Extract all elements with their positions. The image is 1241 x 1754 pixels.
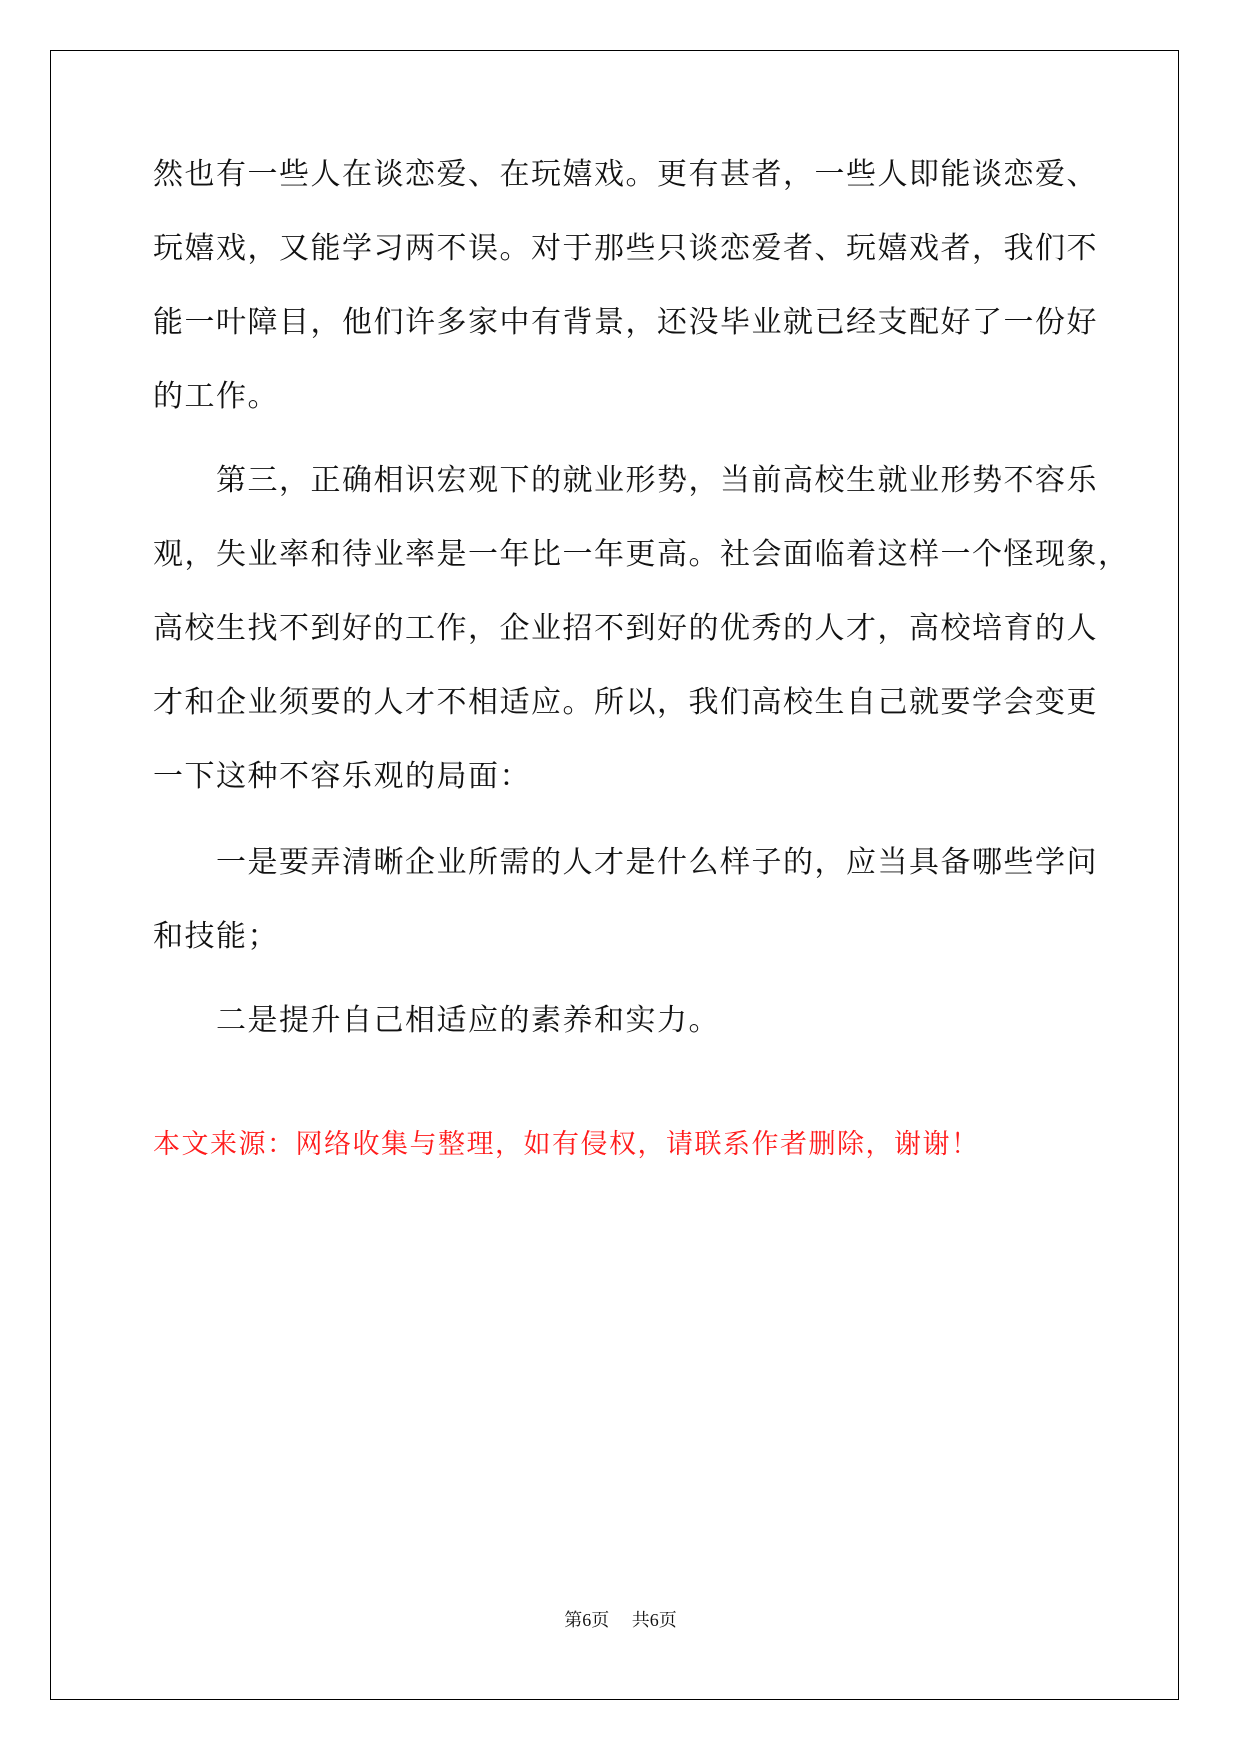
body-line-7: 高校生找不到好的工作，企业招不到好的优秀的人才，高校培育的人 <box>153 611 1098 646</box>
paragraph-start-one: 一是要弄清晰企业所需的人才是什么样子的，应当具备哪些学问 <box>216 845 1098 880</box>
paragraph-start-third: 第三，正确相识宏观下的就业形势，当前高校生就业形势不容乐 <box>216 463 1098 498</box>
body-line-6: 观，失业率和待业率是一年比一年更高。社会面临着这样一个怪现象， <box>153 537 1130 572</box>
body-line-11: 和技能； <box>153 919 279 954</box>
page-number-total: 共6页 <box>631 1610 677 1630</box>
page-number-current: 第6页 <box>564 1610 610 1630</box>
body-line-4: 的工作。 <box>153 379 279 414</box>
body-line-8: 才和企业须要的人才不相适应。所以，我们高校生自己就要学会变更 <box>153 685 1098 720</box>
body-line-1: 然也有一些人在谈恋爱、在玩嬉戏。更有甚者，一些人即能谈恋爱、 <box>153 157 1098 192</box>
body-line-2: 玩嬉戏，又能学习两不误。对于那些只谈恋爱者、玩嬉戏者，我们不 <box>153 231 1098 266</box>
body-line-9: 一下这种不容乐观的局面： <box>153 759 531 794</box>
body-line-3: 能一叶障目，他们许多家中有背景，还没毕业就已经支配好了一份好 <box>153 305 1098 340</box>
paragraph-start-two: 二是提升自己相适应的素养和实力。 <box>216 1003 720 1038</box>
page-footer <box>0 1608 1241 1632</box>
source-note: 本文来源：网络收集与整理，如有侵权，请联系作者删除，谢谢！ <box>153 1129 980 1160</box>
